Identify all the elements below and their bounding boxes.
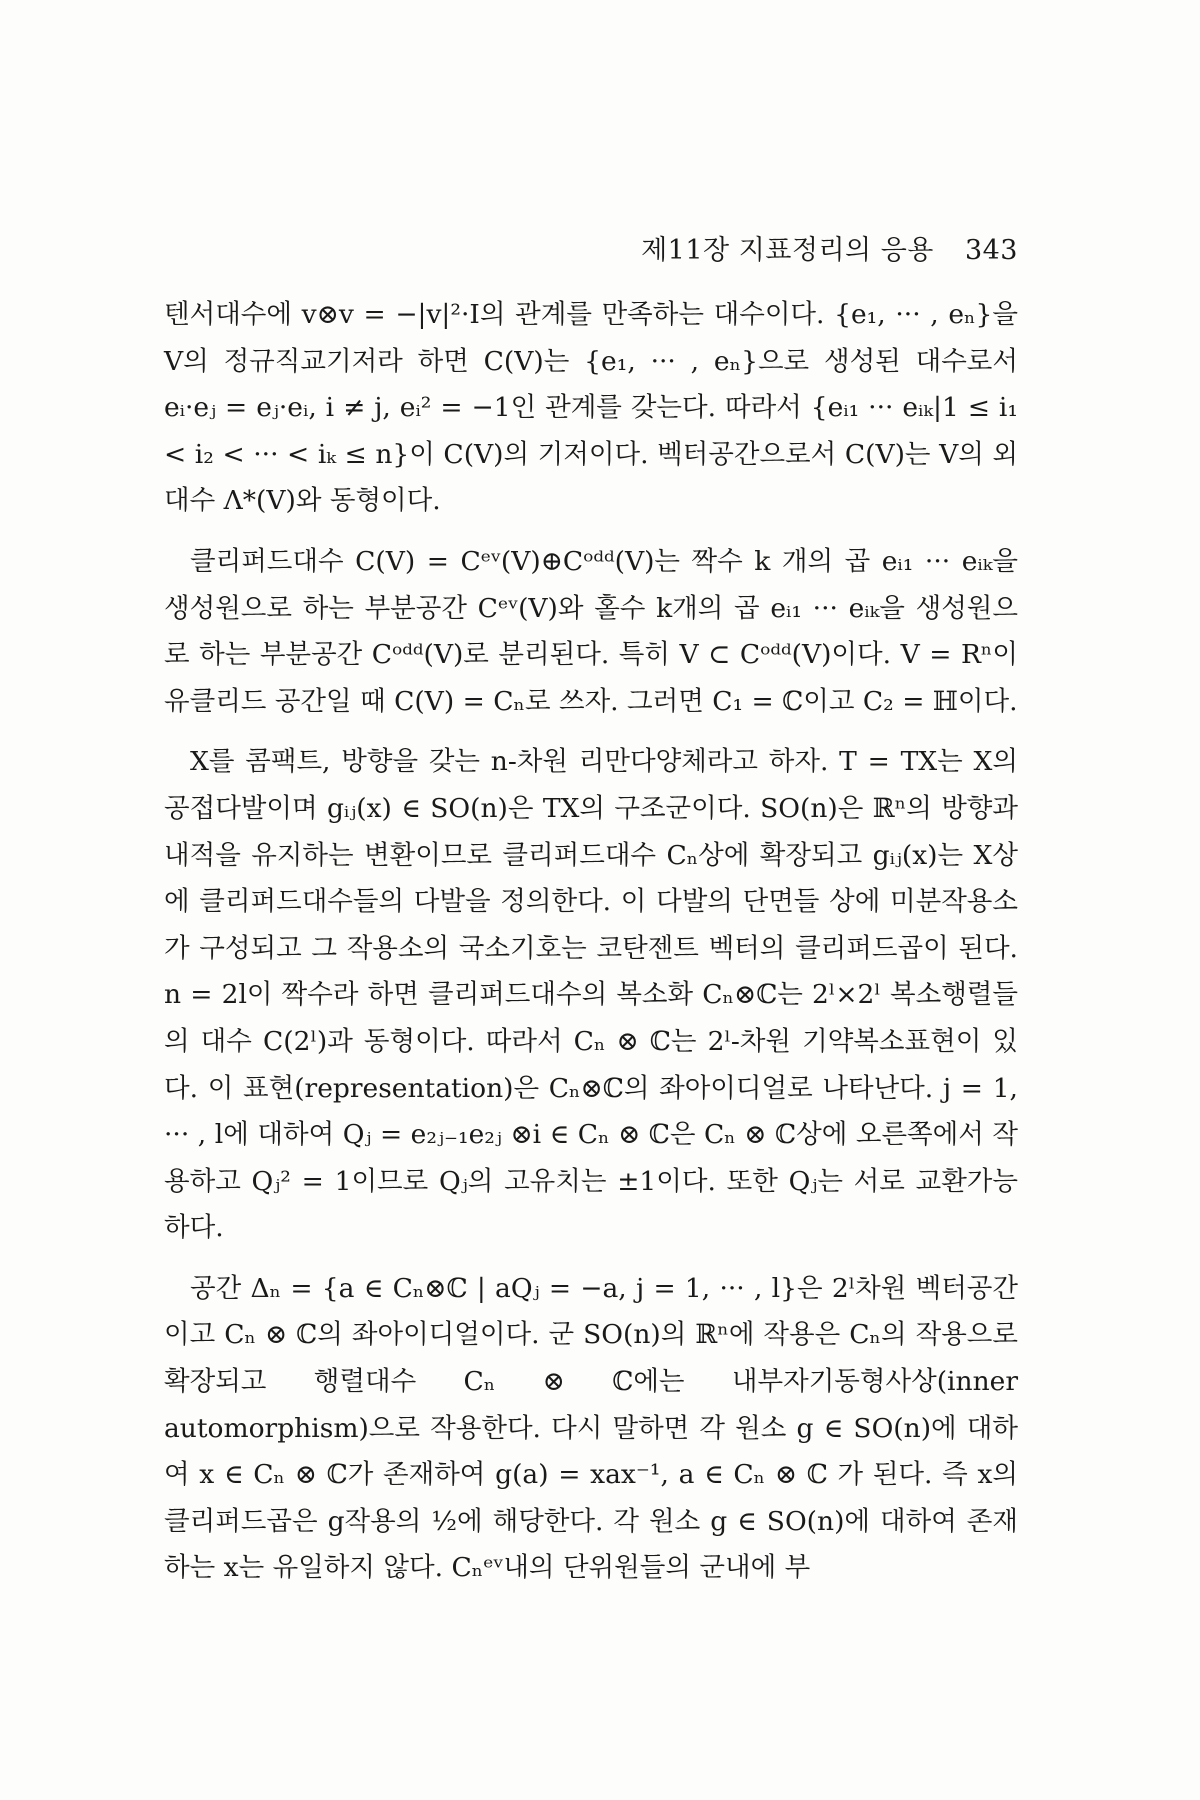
paragraph-3: X를 콤팩트, 방향을 갖는 n-차원 리만다양체라고 하자. T = TX는 X의 공접다발이며 gᵢⱼ(x) ∈ SO(n)은 TX의 구조군이다. SO(n)은 ℝⁿ의 방향과 내적을 유지하는 변환이므로 클리퍼드대수 Cₙ상에 확장되고 gᵢⱼ(x)는 X상에 클리퍼드대수들의 다발을 정의한다. 이 다발의 단면들 상에 미분작용소가 구성되고 그 작용소의 국소기호는 코탄젠트 벡터의 클리퍼드곱이 된다. n = 2l이 짝수라 하면 클리퍼드대수의 복소화 Cₙ⊗ℂ는 2ˡ×2ˡ 복소행렬들의 대수 C(2ˡ)과 동형이다. 따라서 Cₙ ⊗ ℂ는 2ˡ-차원 기약복소표현이 있다. 이 표현(representation)은 Cₙ⊗ℂ의 좌아이디얼로 나타난다. j = 1, ··· , l에 대하여 Qⱼ = e₂ⱼ₋₁e₂ⱼ ⊗i ∈ Cₙ ⊗ ℂ은 Cₙ ⊗ ℂ상에 오른쪽에서 작용하고 Qⱼ² = 1이므로 Qⱼ의 고유치는 ±1이다. 또한 Qⱼ는 서로 교환가능하다. [164,746,1018,1244]
paragraph-1: 텐서대수에 v⊗v = −|v|²·I의 관계를 만족하는 대수이다. {e₁, ··· , eₙ}을 V의 정규직교기저라 하면 C(V)는 {e₁, ··· , eₙ}으로 생성된 대수로서 eᵢ·eⱼ = eⱼ·eᵢ, i ≠ j, eᵢ² = −1인 관계를 갖는다. 따라서 {eᵢ₁ ··· eᵢₖ|1 ≤ i₁ < i₂ < ··· < iₖ ≤ n}이 C(V)의 기저이다. 벡터공간으로서 C(V)는 V의 외대수 Λ*(V)와 동형이다. [164,299,1018,517]
body-text [164,292,1018,1606]
paragraph-2: 클리퍼드대수 C(V) = Cᵉᵛ(V)⊕Cᵒᵈᵈ(V)는 짝수 k 개의 곱 eᵢ₁ ··· eᵢₖ을 생성원으로 하는 부분공간 Cᵉᵛ(V)와 홀수 k개의 곱 eᵢ₁ ··· eᵢₖ을 생성원으로 하는 부분공간 Cᵒᵈᵈ(V)로 분리된다. 특히 V ⊂ Cᵒᵈᵈ(V)이다. V = Rⁿ이 유클리드 공간일 때 C(V) = Cₙ로 쓰자. 그러면 C₁ = ℂ이고 C₂ = ℍ이다. [164,545,1018,717]
page-number: 343 [964,235,1018,266]
running-header [0,228,1018,267]
chapter-title: 제11장 지표정리의 응용 [641,235,934,266]
paragraph-4: 공간 Δₙ = {a ∈ Cₙ⊗ℂ | aQⱼ = −a, j = 1, ··· , l}은 2ˡ차원 벡터공간이고 Cₙ ⊗ ℂ의 좌아이디얼이다. 군 SO(n)의 ℝⁿ에 작용은 Cₙ의 작용으로 확장되고 행렬대수 Cₙ ⊗ ℂ에는 내부자기동형사상(inner automorphism)으로 작용한다. 다시 말하면 각 원소 g ∈ SO(n)에 대하여 x ∈ Cₙ ⊗ ℂ가 존재하여 g(a) = xax⁻¹, a ∈ Cₙ ⊗ ℂ 가 된다. 즉 x의 클리퍼드곱은 g작용의 ½에 해당한다. 각 원소 g ∈ SO(n)에 대하여 존재하는 x는 유일하지 않다. Cₙᵉᵛ내의 단위원들의 군내에 부 [164,1272,1018,1584]
